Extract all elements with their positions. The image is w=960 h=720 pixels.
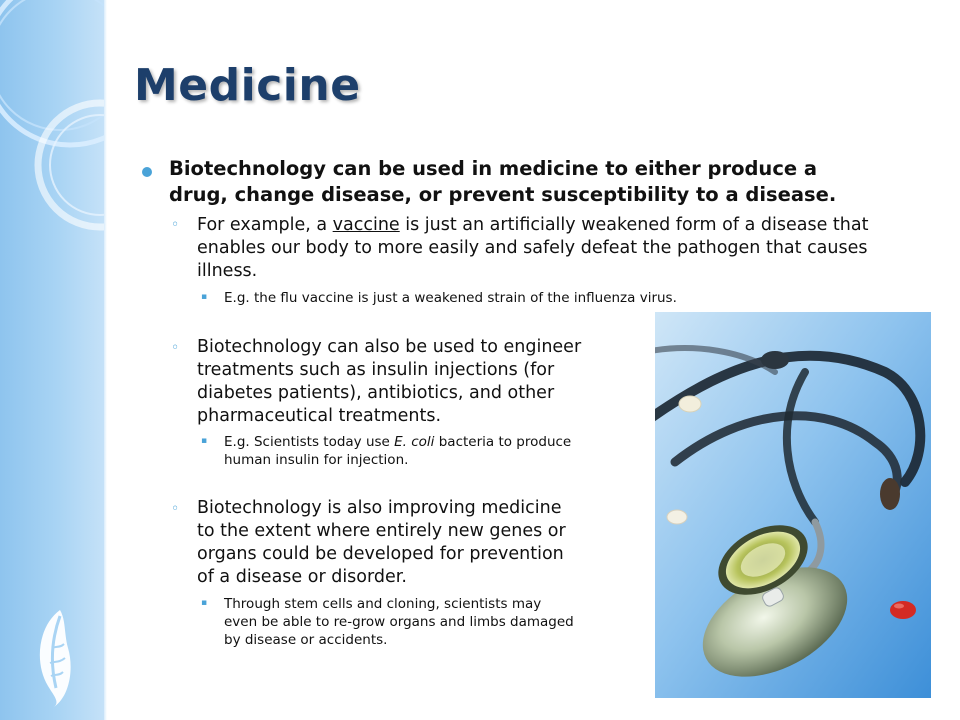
stethoscope-photo [655, 312, 931, 698]
main-bullet-line: Biotechnology can be used in medicine to either produce a [169, 157, 818, 180]
sub-bullet-1-line [197, 214, 868, 237]
text-fragment: E.g. Scientists today use [224, 434, 395, 450]
text-fragment: For example, a [197, 215, 333, 235]
sub-bullet-3-text [197, 497, 566, 589]
sub-bullet-icon: ◦ [171, 501, 180, 517]
main-bullet-text [169, 156, 836, 208]
sub-bullet-2-line: diabetes patients), antibiotics, and other [197, 383, 555, 403]
example-2-line [224, 433, 571, 451]
example-2-text [224, 433, 571, 469]
sub-bullet-3-line: to the extent where entirely new genes or [197, 521, 566, 541]
text-fragment: is just an artificially weakened form of a disease that [399, 215, 869, 235]
sub-bullet-2-line: Biotechnology can also be used to engineer [197, 337, 582, 357]
sub-sub-bullet-icon: ▪ [201, 598, 208, 608]
sub-bullet-icon: ◦ [171, 340, 180, 356]
bullet-icon [142, 167, 152, 177]
sub-sub-bullet-icon: ▪ [201, 436, 208, 446]
main-bullet-line: drug, change disease, or prevent susceptibility to a disease. [169, 183, 837, 206]
sub-sub-bullet-icon: ▪ [201, 292, 208, 302]
example-3-line: Through stem cells and cloning, scientists may [224, 596, 542, 612]
sidebar-edge [104, 0, 107, 720]
example-3-line: even be able to re-grow organs and limbs damaged [224, 614, 574, 630]
sub-bullet-3-line: Biotechnology is also improving medicine [197, 498, 562, 518]
sub-bullet-icon: ◦ [171, 217, 180, 233]
example-3-line: by disease or accidents. [224, 632, 388, 648]
slide-title: Medicine [134, 60, 361, 111]
sub-bullet-2-line: pharmaceutical treatments. [197, 406, 442, 426]
sub-bullet-1-line: illness. [197, 261, 258, 281]
example-3-text [224, 595, 574, 649]
sidebar-decoration [0, 0, 106, 720]
sub-bullet-3-line: of a disease or disorder. [197, 567, 407, 587]
ecoli-italic: E. coli [394, 434, 435, 450]
example-2-line: human insulin for injection. [224, 452, 409, 468]
sub-bullet-3-line: organs could be developed for prevention [197, 544, 564, 564]
sub-bullet-2-text [197, 336, 581, 428]
text-fragment: bacteria to produce [434, 434, 572, 450]
vaccine-link[interactable]: vaccine [332, 215, 400, 235]
example-1-text: E.g. the flu vaccine is just a weakened strain of the influenza virus. [224, 290, 677, 306]
leaf-logo-icon [30, 608, 80, 708]
sub-bullet-1-line: enables our body to more easily and safely defeat the pathogen that causes [197, 238, 868, 258]
stethoscope-illustration [655, 312, 931, 698]
sub-bullet-2-line: treatments such as insulin injections (for [197, 360, 555, 380]
sub-bullet-1-text [197, 214, 868, 283]
